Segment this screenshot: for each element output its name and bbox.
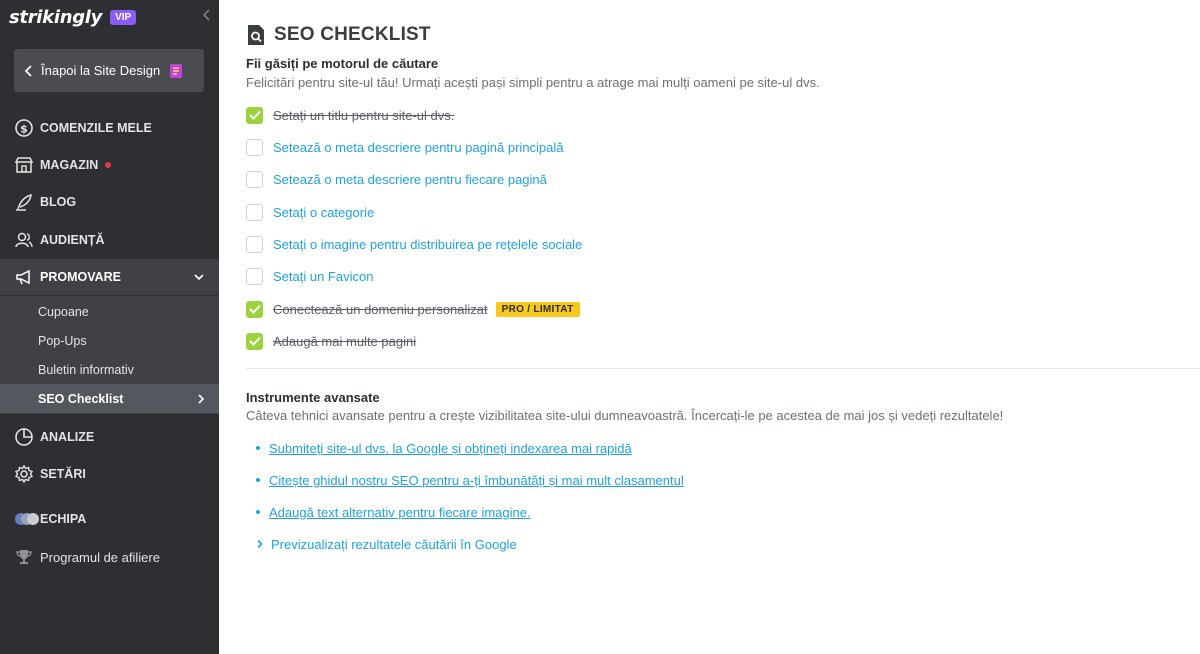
sidebar-item-label: ANALIZE	[40, 430, 95, 444]
alt-text-link[interactable]: Adaugă text alternativ pentru fiecare imagine.	[269, 504, 531, 520]
sidebar-item-settings[interactable]	[0, 456, 219, 492]
page-title: SEO CHECKLIST	[274, 24, 431, 45]
checkmark-icon	[249, 336, 261, 346]
checklist-label: Setați un titlu pentru site-ul dvs.	[273, 107, 455, 123]
advanced-link-item[interactable]	[256, 503, 531, 521]
sidebar-item-audience[interactable]	[0, 222, 219, 258]
main-content	[246, 0, 1200, 654]
subnav-seo-checklist[interactable]	[0, 384, 219, 413]
checkbox-unchecked[interactable]	[246, 236, 263, 253]
checkbox-unchecked[interactable]	[246, 204, 263, 221]
section-divider	[246, 368, 1200, 369]
subnav-label: SEO Checklist	[38, 391, 124, 406]
checklist-item-title[interactable]	[246, 105, 454, 125]
sidebar-item-blog[interactable]	[0, 184, 219, 220]
checkmark-icon	[249, 110, 261, 120]
store-icon	[14, 155, 34, 175]
brand[interactable]	[9, 5, 136, 29]
checklist-item-home-meta[interactable]	[246, 137, 564, 157]
subnav-label: Buletin informativ	[38, 362, 134, 377]
sidebar-item-label: ECHIPA	[40, 512, 87, 526]
bullet-dot	[256, 510, 260, 514]
gear-icon	[14, 464, 34, 484]
sidebar-item-label: COMENZILE MELE	[40, 121, 152, 135]
dollar-circle-icon	[14, 118, 34, 138]
pie-chart-icon	[14, 427, 34, 447]
sidebar	[0, 0, 219, 654]
quill-icon	[14, 192, 34, 212]
checklist-link[interactable]: Setează o meta descriere pentru fiecare pagină	[273, 171, 547, 187]
checklist-link[interactable]: Setați o categorie	[273, 204, 375, 220]
promotion-submenu	[0, 296, 219, 414]
google-preview-toggle[interactable]	[256, 535, 517, 553]
sidebar-item-label: Programul de afiliere	[40, 549, 160, 565]
checkbox-unchecked[interactable]	[246, 268, 263, 285]
chevron-left-icon[interactable]	[201, 8, 213, 22]
users-icon	[14, 230, 34, 250]
chevron-down-icon	[193, 271, 205, 283]
checklist-label: Adaugă mai multe pagini	[273, 333, 417, 349]
advanced-tools-heading: Instrumente avansate	[246, 390, 380, 405]
notification-dot	[105, 162, 111, 168]
chevron-right-icon	[197, 393, 205, 405]
sidebar-item-store[interactable]	[0, 147, 219, 183]
google-preview-link[interactable]: Previzualizați rezultatele căutării în Google	[271, 536, 517, 552]
checklist-link[interactable]: Setează o meta descriere pentru pagină principală	[273, 139, 564, 155]
sidebar-item-orders[interactable]	[0, 110, 219, 146]
chevron-left-icon	[24, 65, 34, 77]
checklist-item-category[interactable]	[246, 202, 374, 222]
checkbox-checked[interactable]	[246, 333, 263, 350]
search-engine-heading: Fii găsiți pe motorul de căutare	[246, 56, 439, 71]
subnav-popups[interactable]	[0, 326, 219, 355]
checkbox-unchecked[interactable]	[246, 171, 263, 188]
sidebar-item-label: SETĂRI	[40, 467, 86, 481]
advanced-link-item[interactable]	[256, 439, 632, 457]
advanced-tools-description: Câteva tehnici avansate pentru a crește vizibilitatea site-ului dumneavoastră. Încercați-le pe acestea de mai jos și vedeți rezultatele!	[246, 408, 1004, 423]
sidebar-item-label: BLOG	[40, 195, 77, 209]
sidebar-item-affiliate[interactable]	[0, 539, 219, 575]
back-to-site-design-button[interactable]	[14, 49, 204, 92]
vip-badge: VIP	[110, 10, 136, 25]
bullet-dot	[256, 478, 260, 482]
subnav-label: Pop-Ups	[38, 333, 87, 348]
checklist-link[interactable]: Setați un Favicon	[273, 268, 374, 284]
bullet-dot	[256, 446, 260, 450]
sidebar-item-label: AUDIENȚĂ	[40, 233, 105, 247]
team-avatars-icon	[14, 509, 40, 529]
checklist-label: Conectează un domeniu personalizat	[273, 301, 488, 317]
sidebar-item-label: PROMOVARE	[40, 270, 122, 284]
sidebar-item-team[interactable]	[0, 501, 219, 537]
seo-guide-link[interactable]: Citește ghidul nostru SEO pentru a-ți îmbunătăți și mai mult clasamentul	[269, 472, 684, 488]
trophy-icon	[14, 547, 34, 567]
advanced-link-item[interactable]	[256, 471, 684, 489]
document-icon	[169, 63, 183, 79]
subnav-coupons[interactable]	[0, 297, 219, 326]
checklist-item-page-meta[interactable]	[246, 169, 547, 189]
checklist-item-social-image[interactable]	[246, 234, 582, 254]
checkbox-unchecked[interactable]	[246, 139, 263, 156]
sidebar-item-analytics[interactable]	[0, 419, 219, 455]
submit-google-link[interactable]: Submiteți site-ul dvs. la Google și obțineți indexarea mai rapidă	[269, 440, 632, 456]
checkbox-checked[interactable]	[246, 301, 263, 318]
chevron-right-icon	[256, 539, 264, 549]
strikingly-logo: strikingly	[9, 6, 103, 28]
svg-text:$: $	[20, 122, 28, 136]
megaphone-icon	[14, 267, 34, 287]
checklist-item-domain[interactable]	[246, 299, 580, 319]
search-engine-description: Felicitări pentru site-ul tău! Urmați acești pași simpli pentru a atrage mai mulți oameni pe site-ul dvs.	[246, 75, 820, 90]
page-header	[246, 24, 431, 46]
subnav-label: Cupoane	[38, 304, 89, 319]
subnav-newsletter[interactable]	[0, 355, 219, 384]
checkbox-checked[interactable]	[246, 107, 263, 124]
pro-limited-badge: PRO / LIMITAT	[496, 302, 580, 317]
seo-search-icon	[246, 24, 266, 46]
checklist-item-pages[interactable]	[246, 331, 416, 351]
checklist-link[interactable]: Setați o imagine pentru distribuirea pe rețelele sociale	[273, 236, 583, 252]
sidebar-item-promotion[interactable]	[0, 259, 219, 295]
sidebar-item-label: MAGAZIN	[40, 158, 99, 172]
back-button-label: Înapoi la Site Design	[41, 63, 161, 78]
checklist-item-favicon[interactable]	[246, 266, 373, 286]
checkmark-icon	[249, 304, 261, 314]
